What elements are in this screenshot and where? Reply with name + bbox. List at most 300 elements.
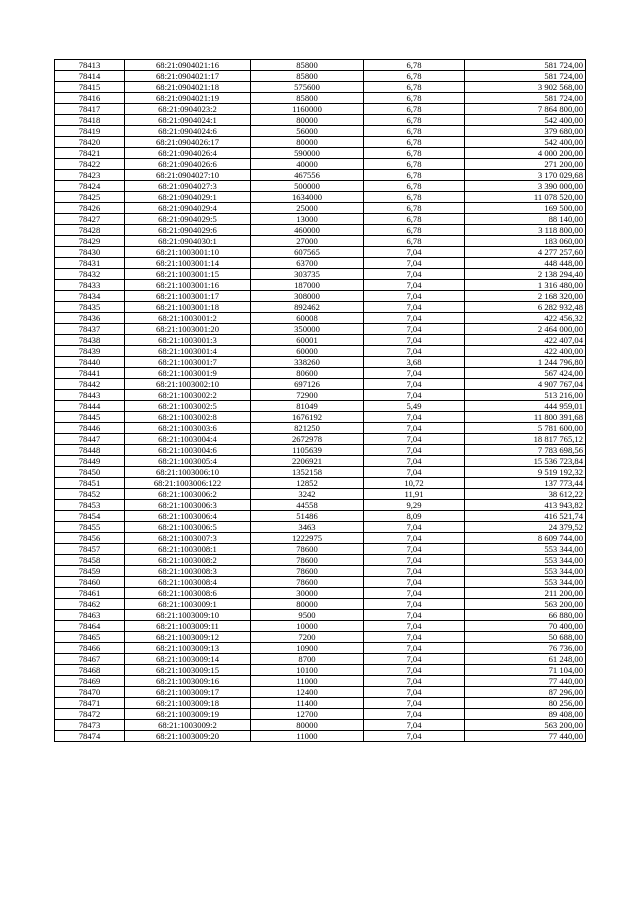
row-number-cell: 78418 [55,115,125,126]
rate-value-cell: 6,78 [364,236,465,247]
cadastral-cost-cell: 4 277 257,60 [465,247,586,258]
rate-value-cell: 6,78 [364,104,465,115]
cadastral-number-cell: 68:21:1003007:3 [125,533,251,544]
rate-value-cell: 7,04 [364,280,465,291]
row-number-cell: 78425 [55,192,125,203]
rate-value-cell: 7,04 [364,423,465,434]
row-number-cell: 78455 [55,522,125,533]
table-row [55,577,586,588]
rate-value-cell: 7,04 [364,720,465,731]
cadastral-cost-cell: 422 400,00 [465,346,586,357]
cadastral-cost-cell: 211 200,00 [465,588,586,599]
cadastral-cost-cell: 1 316 480,00 [465,280,586,291]
cadastral-cost-cell: 88 140,00 [465,214,586,225]
cadastral-cost-cell: 553 344,00 [465,544,586,555]
table-row [55,445,586,456]
area-value-cell: 60008 [251,313,364,324]
row-number-cell: 78462 [55,599,125,610]
cadastral-number-cell: 68:21:1003009:1 [125,599,251,610]
cadastral-cost-cell: 7 864 800,00 [465,104,586,115]
table-row [55,93,586,104]
cadastral-number-cell: 68:21:1003009:11 [125,621,251,632]
cadastral-cost-cell: 416 521,74 [465,511,586,522]
rate-value-cell: 6,78 [364,214,465,225]
row-number-cell: 78437 [55,324,125,335]
rate-value-cell: 7,04 [364,258,465,269]
rate-value-cell: 7,04 [364,643,465,654]
cadastral-number-cell: 68:21:0904029:6 [125,225,251,236]
rate-value-cell: 10,72 [364,478,465,489]
cadastral-number-cell: 68:21:0904026:17 [125,137,251,148]
rate-value-cell: 6,78 [364,203,465,214]
area-value-cell: 78600 [251,577,364,588]
cadastral-cost-cell: 4 907 767,04 [465,379,586,390]
area-value-cell: 12400 [251,687,364,698]
area-value-cell: 60000 [251,346,364,357]
rate-value-cell: 7,04 [364,709,465,720]
rate-value-cell: 7,04 [364,467,465,478]
cadastral-number-cell: 68:21:1003001:18 [125,302,251,313]
area-value-cell: 500000 [251,181,364,192]
cadastral-cost-cell: 87 296,00 [465,687,586,698]
table-row [55,698,586,709]
rate-value-cell: 8,09 [364,511,465,522]
cadastral-number-cell: 68:21:0904030:1 [125,236,251,247]
area-value-cell: 1105639 [251,445,364,456]
area-value-cell: 1222975 [251,533,364,544]
cadastral-number-cell: 68:21:1003001:16 [125,280,251,291]
rate-value-cell: 7,04 [364,665,465,676]
row-number-cell: 78422 [55,159,125,170]
rate-value-cell: 7,04 [364,599,465,610]
area-value-cell: 697126 [251,379,364,390]
cadastral-number-cell: 68:21:1003009:16 [125,676,251,687]
cadastral-number-cell: 68:21:1003009:14 [125,654,251,665]
cadastral-number-cell: 68:21:1003009:10 [125,610,251,621]
cadastral-cost-cell: 7 783 698,56 [465,445,586,456]
area-value-cell: 7200 [251,632,364,643]
cadastral-cost-cell: 15 536 723,84 [465,456,586,467]
table-row [55,566,586,577]
cadastral-number-cell: 68:21:1003001:14 [125,258,251,269]
row-number-cell: 78416 [55,93,125,104]
table-row [55,555,586,566]
row-number-cell: 78436 [55,313,125,324]
area-value-cell: 78600 [251,555,364,566]
cadastral-cost-cell: 137 773,44 [465,478,586,489]
table-row [55,324,586,335]
row-number-cell: 78457 [55,544,125,555]
area-value-cell: 187000 [251,280,364,291]
table-row [55,478,586,489]
area-value-cell: 350000 [251,324,364,335]
area-value-cell: 44558 [251,500,364,511]
cadastral-cost-cell: 581 724,00 [465,71,586,82]
cadastral-cost-cell: 80 256,00 [465,698,586,709]
cadastral-cost-cell: 11 078 520,00 [465,192,586,203]
table-row [55,643,586,654]
cadastral-number-cell: 68:21:1003001:17 [125,291,251,302]
table-row [55,236,586,247]
cadastral-number-cell: 68:21:0904024:6 [125,126,251,137]
row-number-cell: 78454 [55,511,125,522]
area-value-cell: 892462 [251,302,364,313]
rate-value-cell: 7,04 [364,379,465,390]
area-value-cell: 1352158 [251,467,364,478]
rate-value-cell: 7,04 [364,610,465,621]
rate-value-cell: 3,68 [364,357,465,368]
row-number-cell: 78420 [55,137,125,148]
cadastral-cost-cell: 61 248,00 [465,654,586,665]
area-value-cell: 12700 [251,709,364,720]
area-value-cell: 10100 [251,665,364,676]
rate-value-cell: 6,78 [364,71,465,82]
table-row [55,225,586,236]
cadastral-number-cell: 68:21:0904023:2 [125,104,251,115]
cadastral-cost-cell: 581 724,00 [465,60,586,71]
cadastral-cost-cell: 3 118 800,00 [465,225,586,236]
cadastral-number-cell: 68:21:1003001:15 [125,269,251,280]
area-value-cell: 2206921 [251,456,364,467]
row-number-cell: 78432 [55,269,125,280]
table-row [55,335,586,346]
cadastral-number-cell: 68:21:1003002:5 [125,401,251,412]
area-value-cell: 467556 [251,170,364,181]
area-value-cell: 60001 [251,335,364,346]
cadastral-number-cell: 68:21:1003002:8 [125,412,251,423]
cadastral-cost-cell: 2 138 294,40 [465,269,586,280]
rate-value-cell: 6,78 [364,60,465,71]
row-number-cell: 78450 [55,467,125,478]
cadastral-cost-cell: 24 379,52 [465,522,586,533]
row-number-cell: 78468 [55,665,125,676]
table-row [55,247,586,258]
cadastral-cost-cell: 3 902 568,00 [465,82,586,93]
table-row [55,632,586,643]
cadastral-number-cell: 68:21:1003002:2 [125,390,251,401]
area-value-cell: 10900 [251,643,364,654]
cadastral-cost-cell: 3 390 000,00 [465,181,586,192]
cadastral-number-cell: 68:21:0904029:5 [125,214,251,225]
cadastral-number-cell: 68:21:0904024:1 [125,115,251,126]
table-row [55,720,586,731]
cadastral-number-cell: 68:21:1003001:10 [125,247,251,258]
area-value-cell: 51486 [251,511,364,522]
row-number-cell: 78415 [55,82,125,93]
rate-value-cell: 7,04 [364,269,465,280]
cadastral-cost-cell: 553 344,00 [465,566,586,577]
table-row [55,511,586,522]
table-row [55,401,586,412]
row-number-cell: 78470 [55,687,125,698]
table-row [55,159,586,170]
row-number-cell: 78421 [55,148,125,159]
rate-value-cell: 6,78 [364,181,465,192]
rate-value-cell: 7,04 [364,346,465,357]
table-row [55,313,586,324]
rate-value-cell: 6,78 [364,115,465,126]
cadastral-cost-cell: 6 282 932,48 [465,302,586,313]
row-number-cell: 78471 [55,698,125,709]
table-row [55,610,586,621]
cadastral-number-cell: 68:21:1003004:4 [125,434,251,445]
table-row [55,302,586,313]
row-number-cell: 78447 [55,434,125,445]
cadastral-number-cell: 68:21:1003002:10 [125,379,251,390]
area-value-cell: 72900 [251,390,364,401]
area-value-cell: 78600 [251,544,364,555]
cadastral-number-cell: 68:21:1003006:4 [125,511,251,522]
cadastral-number-cell: 68:21:1003006:3 [125,500,251,511]
area-value-cell: 80000 [251,720,364,731]
table-row [55,522,586,533]
rate-value-cell: 7,04 [364,324,465,335]
table-row [55,346,586,357]
area-value-cell: 80000 [251,137,364,148]
cadastral-cost-cell: 542 400,00 [465,137,586,148]
area-value-cell: 1160000 [251,104,364,115]
table-row [55,621,586,632]
table-row [55,379,586,390]
cadastral-number-cell: 68:21:0904027:10 [125,170,251,181]
cadastral-cost-cell: 70 400,00 [465,621,586,632]
cadastral-number-cell: 68:21:1003001:2 [125,313,251,324]
rate-value-cell: 7,04 [364,390,465,401]
row-number-cell: 78417 [55,104,125,115]
cadastral-cost-cell: 542 400,00 [465,115,586,126]
cadastral-cost-cell: 76 736,00 [465,643,586,654]
cadastral-number-cell: 68:21:1003009:2 [125,720,251,731]
row-number-cell: 78467 [55,654,125,665]
rate-value-cell: 7,04 [364,412,465,423]
cadastral-number-cell: 68:21:0904029:1 [125,192,251,203]
rate-value-cell: 7,04 [364,731,465,742]
area-value-cell: 10000 [251,621,364,632]
row-number-cell: 78439 [55,346,125,357]
row-number-cell: 78441 [55,368,125,379]
table-row [55,104,586,115]
area-value-cell: 63700 [251,258,364,269]
rate-value-cell: 6,78 [364,170,465,181]
cadastral-cost-cell: 66 880,00 [465,610,586,621]
row-number-cell: 78458 [55,555,125,566]
cadastral-number-cell: 68:21:1003006:122 [125,478,251,489]
row-number-cell: 78427 [55,214,125,225]
cadastral-cost-cell: 422 456,32 [465,313,586,324]
cadastral-number-cell: 68:21:1003006:10 [125,467,251,478]
row-number-cell: 78414 [55,71,125,82]
rate-value-cell: 7,04 [364,577,465,588]
table-row [55,214,586,225]
row-number-cell: 78461 [55,588,125,599]
cadastral-cost-cell: 2 464 000,00 [465,324,586,335]
row-number-cell: 78440 [55,357,125,368]
area-value-cell: 8700 [251,654,364,665]
table-row [55,269,586,280]
rate-value-cell: 7,04 [364,522,465,533]
table-row [55,599,586,610]
cadastral-number-cell: 68:21:1003009:12 [125,632,251,643]
rate-value-cell: 7,04 [364,533,465,544]
area-value-cell: 80000 [251,115,364,126]
row-number-cell: 78464 [55,621,125,632]
area-value-cell: 308000 [251,291,364,302]
rate-value-cell: 7,04 [364,434,465,445]
row-number-cell: 78428 [55,225,125,236]
area-value-cell: 13000 [251,214,364,225]
area-value-cell: 30000 [251,588,364,599]
row-number-cell: 78413 [55,60,125,71]
table-row [55,588,586,599]
row-number-cell: 78419 [55,126,125,137]
cadastral-cost-cell: 513 216,00 [465,390,586,401]
rate-value-cell: 7,04 [364,621,465,632]
table-row [55,434,586,445]
area-value-cell: 1634000 [251,192,364,203]
rate-value-cell: 11,91 [364,489,465,500]
area-value-cell: 85800 [251,93,364,104]
cadastral-cost-cell: 50 688,00 [465,632,586,643]
area-value-cell: 80600 [251,368,364,379]
area-value-cell: 1676192 [251,412,364,423]
table-row [55,291,586,302]
cadastral-number-cell: 68:21:1003009:15 [125,665,251,676]
cadastral-number-cell: 68:21:1003006:2 [125,489,251,500]
cadastral-number-cell: 68:21:1003009:13 [125,643,251,654]
cadastral-number-cell: 68:21:1003009:19 [125,709,251,720]
table-row [55,148,586,159]
row-number-cell: 78469 [55,676,125,687]
cadastral-cost-cell: 11 800 391,68 [465,412,586,423]
cadastral-cost-cell: 169 500,00 [465,203,586,214]
cadastral-number-cell: 68:21:1003001:9 [125,368,251,379]
cadastral-number-cell: 68:21:1003009:18 [125,698,251,709]
area-value-cell: 607565 [251,247,364,258]
row-number-cell: 78452 [55,489,125,500]
cadastral-number-cell: 68:21:1003006:5 [125,522,251,533]
area-value-cell: 85800 [251,71,364,82]
table-row [55,115,586,126]
cadastral-cost-cell: 581 724,00 [465,93,586,104]
rate-value-cell: 7,04 [364,544,465,555]
cadastral-number-cell: 68:21:0904026:6 [125,159,251,170]
table-row [55,665,586,676]
row-number-cell: 78442 [55,379,125,390]
cadastral-cost-cell: 553 344,00 [465,577,586,588]
cadastral-cost-cell: 89 408,00 [465,709,586,720]
table-row [55,170,586,181]
rate-value-cell: 7,04 [364,291,465,302]
cadastral-number-cell: 68:21:1003003:6 [125,423,251,434]
row-number-cell: 78463 [55,610,125,621]
cadastral-number-cell: 68:21:1003008:6 [125,588,251,599]
cadastral-number-cell: 68:21:1003008:2 [125,555,251,566]
area-value-cell: 40000 [251,159,364,170]
table-row [55,676,586,687]
rate-value-cell: 7,04 [364,313,465,324]
cadastral-number-cell: 68:21:1003001:20 [125,324,251,335]
table-row [55,412,586,423]
cadastral-number-cell: 68:21:0904021:17 [125,71,251,82]
rate-value-cell: 9,29 [364,500,465,511]
area-value-cell: 575600 [251,82,364,93]
table-row [55,390,586,401]
cadastral-number-cell: 68:21:1003009:20 [125,731,251,742]
row-number-cell: 78433 [55,280,125,291]
rate-value-cell: 7,04 [364,632,465,643]
cadastral-number-cell: 68:21:0904021:16 [125,60,251,71]
table-row [55,467,586,478]
cadastral-cost-cell: 444 959,01 [465,401,586,412]
area-value-cell: 3242 [251,489,364,500]
area-value-cell: 11000 [251,731,364,742]
row-number-cell: 78459 [55,566,125,577]
row-number-cell: 78424 [55,181,125,192]
rate-value-cell: 5,49 [364,401,465,412]
cadastral-number-cell: 68:21:1003008:3 [125,566,251,577]
cadastral-cost-cell: 9 519 192,32 [465,467,586,478]
table-row [55,280,586,291]
cadastral-cost-cell: 422 407,04 [465,335,586,346]
area-value-cell: 85800 [251,60,364,71]
row-number-cell: 78429 [55,236,125,247]
rate-value-cell: 6,78 [364,225,465,236]
row-number-cell: 78446 [55,423,125,434]
rate-value-cell: 6,78 [364,148,465,159]
cadastral-cost-cell: 77 440,00 [465,731,586,742]
rate-value-cell: 7,04 [364,676,465,687]
cadastral-cost-cell: 38 612,22 [465,489,586,500]
cadastral-number-cell: 68:21:1003001:7 [125,357,251,368]
cadastral-number-cell: 68:21:0904029:4 [125,203,251,214]
cadastral-cost-cell: 183 060,00 [465,236,586,247]
table-row [55,500,586,511]
cadastral-cost-cell: 563 200,00 [465,720,586,731]
area-value-cell: 2672978 [251,434,364,445]
row-number-cell: 78444 [55,401,125,412]
row-number-cell: 78443 [55,390,125,401]
table-row [55,203,586,214]
table-row [55,456,586,467]
cadastral-value-table [54,59,586,742]
rate-value-cell: 7,04 [364,566,465,577]
cadastral-cost-cell: 5 781 600,00 [465,423,586,434]
table-body [55,60,586,742]
cadastral-number-cell: 68:21:1003008:4 [125,577,251,588]
table-row [55,731,586,742]
table-row [55,687,586,698]
table-row [55,82,586,93]
table-row [55,258,586,269]
area-value-cell: 81049 [251,401,364,412]
row-number-cell: 78451 [55,478,125,489]
cadastral-cost-cell: 8 609 744,00 [465,533,586,544]
row-number-cell: 78474 [55,731,125,742]
table-row [55,71,586,82]
table-row [55,423,586,434]
cadastral-number-cell: 68:21:1003009:17 [125,687,251,698]
area-value-cell: 821250 [251,423,364,434]
table-row [55,126,586,137]
table-row [55,192,586,203]
rate-value-cell: 6,78 [364,93,465,104]
cadastral-cost-cell: 271 200,00 [465,159,586,170]
row-number-cell: 78472 [55,709,125,720]
cadastral-cost-cell: 3 170 029,68 [465,170,586,181]
row-number-cell: 78473 [55,720,125,731]
area-value-cell: 78600 [251,566,364,577]
table-row [55,357,586,368]
